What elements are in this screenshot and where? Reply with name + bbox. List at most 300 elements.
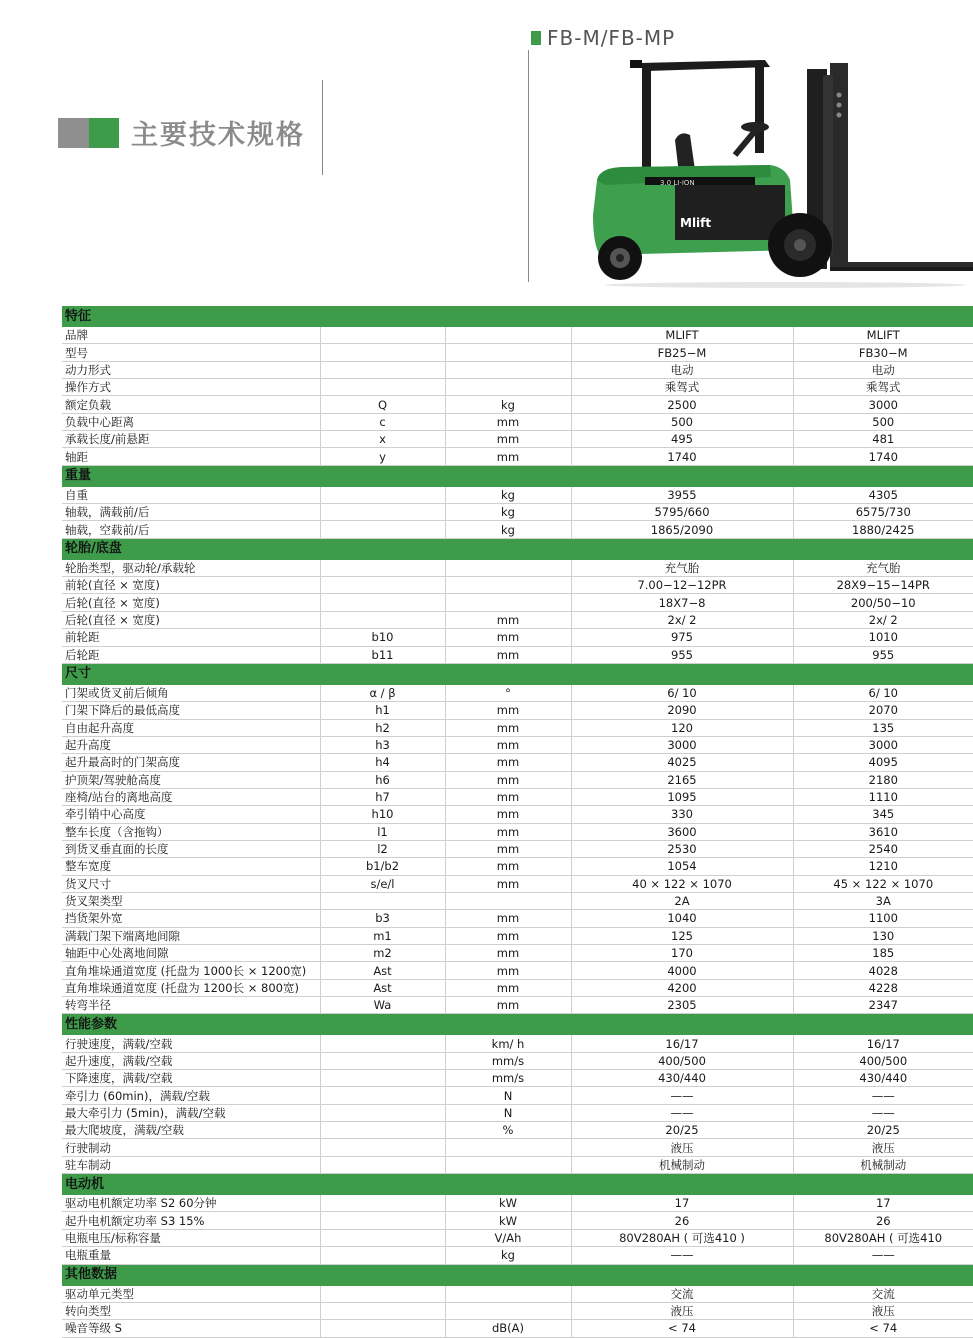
spec-value-fb30: 4228 <box>793 979 973 996</box>
spec-symbol <box>320 594 445 611</box>
spec-unit: mm <box>445 962 571 979</box>
table-row <box>62 754 973 771</box>
spec-value-fb30: 液压 <box>793 1302 973 1319</box>
spec-symbol: c <box>320 413 445 430</box>
spec-value-fb25: 80V280AH ( 可选410 ) <box>571 1229 793 1246</box>
spec-value-fb25: 4000 <box>571 962 793 979</box>
spec-unit: kg <box>445 521 571 538</box>
spec-unit: mm <box>445 719 571 736</box>
spec-unit: mm <box>445 629 571 646</box>
spec-name: 货叉尺寸 <box>62 875 320 892</box>
spec-name: 座椅/站台的离地高度 <box>62 788 320 805</box>
spec-value-fb25: 4025 <box>571 754 793 771</box>
spec-name: 起升速度，满载/空载 <box>62 1052 320 1069</box>
table-row <box>62 344 973 361</box>
spec-name: 自由起升高度 <box>62 719 320 736</box>
spec-value-fb25: 2A <box>571 892 793 909</box>
spec-unit: km/ h <box>445 1035 571 1052</box>
spec-name: 满载门架下端离地间隙 <box>62 927 320 944</box>
section-title: 尺寸 <box>62 663 973 685</box>
spec-symbol <box>320 1087 445 1104</box>
spec-unit: mm <box>445 979 571 996</box>
spec-name: 起升高度 <box>62 736 320 753</box>
spec-unit <box>445 1139 571 1156</box>
spec-unit <box>445 577 571 594</box>
spec-name: 门架下降后的最低高度 <box>62 702 320 719</box>
spec-symbol: h10 <box>320 806 445 823</box>
spec-unit <box>445 1156 571 1173</box>
spec-name: 驱动单元类型 <box>62 1286 320 1303</box>
spec-symbol <box>320 1070 445 1087</box>
spec-value-fb25: 1095 <box>571 788 793 805</box>
spec-unit: dB(A) <box>445 1320 571 1337</box>
spec-value-fb25: —— <box>571 1247 793 1264</box>
spec-value-fb30: 电动 <box>793 361 973 378</box>
spec-name: 型号 <box>62 344 320 361</box>
spec-value-fb25: 2500 <box>571 396 793 413</box>
spec-symbol: l1 <box>320 823 445 840</box>
spec-value-fb25: 1040 <box>571 910 793 927</box>
spec-unit: mm <box>445 788 571 805</box>
spec-value-fb25: 330 <box>571 806 793 823</box>
spec-unit: kg <box>445 504 571 521</box>
spec-name: 后轮(直径 × 宽度) <box>62 611 320 628</box>
table-row <box>62 788 973 805</box>
divider-line <box>528 50 529 282</box>
spec-unit: mm <box>445 413 571 430</box>
spec-unit: ° <box>445 685 571 702</box>
spec-name: 整车长度（含拖钩） <box>62 823 320 840</box>
spec-symbol: Q <box>320 396 445 413</box>
spec-value-fb30: 4095 <box>793 754 973 771</box>
spec-value-fb25: 3955 <box>571 487 793 504</box>
spec-unit <box>445 379 571 396</box>
spec-unit: mm <box>445 997 571 1014</box>
spec-name: 负载中心距离 <box>62 413 320 430</box>
spec-unit: mm <box>445 754 571 771</box>
spec-value-fb25: 18X7−8 <box>571 594 793 611</box>
spec-unit: mm <box>445 945 571 962</box>
spec-name: 起升最高时的门架高度 <box>62 754 320 771</box>
spec-name: 动力形式 <box>62 361 320 378</box>
table-row <box>62 560 973 577</box>
spec-symbol <box>320 1052 445 1069</box>
spec-symbol <box>320 892 445 909</box>
spec-symbol: Wa <box>320 997 445 1014</box>
spec-unit <box>445 594 571 611</box>
spec-value-fb30: 4305 <box>793 487 973 504</box>
title-green-square <box>89 118 119 148</box>
table-row <box>62 962 973 979</box>
spec-unit: mm <box>445 875 571 892</box>
spec-name: 转弯半径 <box>62 997 320 1014</box>
spec-value-fb30: 3000 <box>793 736 973 753</box>
spec-symbol <box>320 504 445 521</box>
spec-name: 货叉架类型 <box>62 892 320 909</box>
spec-value-fb25: 125 <box>571 927 793 944</box>
table-row <box>62 1286 973 1303</box>
spec-symbol <box>320 1139 445 1156</box>
spec-value-fb25: 3000 <box>571 736 793 753</box>
spec-unit <box>445 344 571 361</box>
table-row <box>62 611 973 628</box>
spec-symbol: h7 <box>320 788 445 805</box>
table-row <box>62 1320 973 1337</box>
table-row <box>62 910 973 927</box>
spec-value-fb25: 20/25 <box>571 1122 793 1139</box>
spec-name: 额定负载 <box>62 396 320 413</box>
table-row <box>62 1104 973 1121</box>
spec-value-fb30: 955 <box>793 646 973 663</box>
spec-value-fb30: MLIFT <box>793 327 973 344</box>
spec-value-fb25: 交流 <box>571 1286 793 1303</box>
spec-value-fb30: 135 <box>793 719 973 736</box>
spec-name: 门架或货叉前后倾角 <box>62 685 320 702</box>
spec-value-fb30: 26 <box>793 1212 973 1229</box>
section-header <box>62 663 973 685</box>
table-row <box>62 487 973 504</box>
spec-symbol: m2 <box>320 945 445 962</box>
spec-value-fb30: 液压 <box>793 1139 973 1156</box>
spec-name: 品牌 <box>62 327 320 344</box>
table-row <box>62 1070 973 1087</box>
spec-value-fb30: 17 <box>793 1195 973 1212</box>
spec-value-fb25: 26 <box>571 1212 793 1229</box>
spec-value-fb25: 975 <box>571 629 793 646</box>
spec-value-fb30: 28X9−15−14PR <box>793 577 973 594</box>
spec-name: 转向类型 <box>62 1302 320 1319</box>
spec-unit: mm <box>445 431 571 448</box>
spec-symbol: b11 <box>320 646 445 663</box>
section-title: 电动机 <box>62 1174 973 1196</box>
table-row <box>62 1035 973 1052</box>
spec-value-fb30: 481 <box>793 431 973 448</box>
table-row <box>62 685 973 702</box>
spec-symbol <box>320 560 445 577</box>
spec-value-fb30: 430/440 <box>793 1070 973 1087</box>
section-title: 轮胎/底盘 <box>62 538 973 560</box>
spec-name: 承载长度/前悬距 <box>62 431 320 448</box>
spec-value-fb30: 500 <box>793 413 973 430</box>
spec-unit: mm <box>445 736 571 753</box>
spec-value-fb30: 6575/730 <box>793 504 973 521</box>
spec-symbol: b3 <box>320 910 445 927</box>
spec-value-fb25: FB25−M <box>571 344 793 361</box>
spec-symbol <box>320 1035 445 1052</box>
spec-symbol: Ast <box>320 962 445 979</box>
spec-symbol: l2 <box>320 840 445 857</box>
model-label-block <box>531 26 675 50</box>
spec-name: 轴距中心处离地间隙 <box>62 945 320 962</box>
spec-name: 直角堆垛通道宽度 (托盘为 1200长 × 800宽) <box>62 979 320 996</box>
spec-value-fb25: 5795/660 <box>571 504 793 521</box>
spec-name: 最大牵引力 (5min)，满载/空载 <box>62 1104 320 1121</box>
spec-name: 行驶速度，满载/空载 <box>62 1035 320 1052</box>
spec-value-fb25: 2530 <box>571 840 793 857</box>
spec-value-fb25: 4200 <box>571 979 793 996</box>
table-row <box>62 521 973 538</box>
spec-symbol: h6 <box>320 771 445 788</box>
spec-value-fb30: 80V280AH ( 可选410 <box>793 1229 973 1246</box>
spec-name: 后轮(直径 × 宽度) <box>62 594 320 611</box>
table-row <box>62 1195 973 1212</box>
spec-value-fb30: 1880/2425 <box>793 521 973 538</box>
spec-value-fb30: 2x/ 2 <box>793 611 973 628</box>
spec-value-fb25: 6/ 10 <box>571 685 793 702</box>
spec-unit: mm <box>445 858 571 875</box>
spec-unit: mm <box>445 771 571 788</box>
spec-value-fb30: 345 <box>793 806 973 823</box>
spec-value-fb30: 185 <box>793 945 973 962</box>
spec-symbol <box>320 1247 445 1264</box>
spec-unit <box>445 327 571 344</box>
spec-value-fb30: 2540 <box>793 840 973 857</box>
spec-value-fb30: 交流 <box>793 1286 973 1303</box>
spec-value-fb25: 170 <box>571 945 793 962</box>
spec-name: 到货叉垂直面的长度 <box>62 840 320 857</box>
spec-value-fb30: FB30−M <box>793 344 973 361</box>
table-row <box>62 997 973 1014</box>
spec-name: 行驶制动 <box>62 1139 320 1156</box>
table-row <box>62 875 973 892</box>
spec-unit: kW <box>445 1212 571 1229</box>
spec-value-fb25: 955 <box>571 646 793 663</box>
section-header <box>62 1174 973 1196</box>
spec-symbol <box>320 1212 445 1229</box>
section-header <box>62 1264 973 1286</box>
spec-value-fb25: 2305 <box>571 997 793 1014</box>
spec-unit: kg <box>445 396 571 413</box>
spec-symbol <box>320 344 445 361</box>
table-row <box>62 646 973 663</box>
section-title: 其他数据 <box>62 1264 973 1286</box>
spec-name: 起升电机额定功率 S3 15% <box>62 1212 320 1229</box>
model-green-square <box>531 31 541 45</box>
spec-symbol <box>320 487 445 504</box>
table-row <box>62 413 973 430</box>
spec-value-fb25: 430/440 <box>571 1070 793 1087</box>
spec-symbol: y <box>320 448 445 465</box>
section-title-block <box>58 113 305 152</box>
spec-value-fb30: 1010 <box>793 629 973 646</box>
section-header <box>62 1014 973 1036</box>
table-row <box>62 736 973 753</box>
spec-value-fb30: 2070 <box>793 702 973 719</box>
table-row <box>62 945 973 962</box>
spec-name: 牵引力 (60min)，满载/空载 <box>62 1087 320 1104</box>
spec-value-fb25: 乘驾式 <box>571 379 793 396</box>
spec-unit: mm <box>445 840 571 857</box>
spec-name: 驻车制动 <box>62 1156 320 1173</box>
spec-unit <box>445 560 571 577</box>
spec-symbol <box>320 1286 445 1303</box>
spec-unit: N <box>445 1087 571 1104</box>
spec-name: 护顶架/驾驶舱高度 <box>62 771 320 788</box>
spec-name: 挡货架外宽 <box>62 910 320 927</box>
section-title: 重量 <box>62 465 973 487</box>
spec-value-fb30: 45 × 122 × 1070 <box>793 875 973 892</box>
spec-name: 轴载，满载前/后 <box>62 504 320 521</box>
section-title: 特征 <box>62 306 973 327</box>
truck-logo: Mlift <box>680 216 712 230</box>
spec-unit: mm <box>445 823 571 840</box>
spec-unit: mm/s <box>445 1070 571 1087</box>
spec-value-fb25: 2x/ 2 <box>571 611 793 628</box>
spec-unit: % <box>445 1122 571 1139</box>
spec-name: 直角堆垛通道宽度 (托盘为 1000长 × 1200宽) <box>62 962 320 979</box>
spec-symbol: x <box>320 431 445 448</box>
spec-symbol <box>320 1302 445 1319</box>
spec-unit: mm <box>445 702 571 719</box>
spec-name: 后轮距 <box>62 646 320 663</box>
spec-symbol <box>320 1229 445 1246</box>
spec-symbol <box>320 577 445 594</box>
spec-value-fb25: < 74 <box>571 1320 793 1337</box>
table-row <box>62 719 973 736</box>
table-row <box>62 431 973 448</box>
spec-value-fb30: 3000 <box>793 396 973 413</box>
table-row <box>62 1087 973 1104</box>
spec-symbol <box>320 1156 445 1173</box>
forklift-image <box>585 55 973 290</box>
spec-value-fb30: 充气胎 <box>793 560 973 577</box>
spec-value-fb30: 20/25 <box>793 1122 973 1139</box>
spec-name: 前轮(直径 × 宽度) <box>62 577 320 594</box>
spec-name: 电瓶重量 <box>62 1247 320 1264</box>
table-row <box>62 396 973 413</box>
spec-symbol: b1/b2 <box>320 858 445 875</box>
title-gray-square <box>58 118 89 148</box>
spec-value-fb30: 200/50−10 <box>793 594 973 611</box>
spec-value-fb25: 电动 <box>571 361 793 378</box>
spec-value-fb25: 液压 <box>571 1139 793 1156</box>
spec-unit: mm/s <box>445 1052 571 1069</box>
spec-value-fb30: 2347 <box>793 997 973 1014</box>
spec-unit <box>445 1286 571 1303</box>
spec-name: 牵引销中心高度 <box>62 806 320 823</box>
spec-value-fb30: 2180 <box>793 771 973 788</box>
spec-value-fb30: 4028 <box>793 962 973 979</box>
table-row <box>62 594 973 611</box>
spec-symbol: Ast <box>320 979 445 996</box>
section-title: 性能参数 <box>62 1014 973 1036</box>
spec-value-fb25: 机械制动 <box>571 1156 793 1173</box>
spec-symbol: m1 <box>320 927 445 944</box>
spec-symbol: h4 <box>320 754 445 771</box>
spec-name: 下降速度，满载/空载 <box>62 1070 320 1087</box>
spec-symbol <box>320 611 445 628</box>
table-row <box>62 702 973 719</box>
spec-value-fb30: 3610 <box>793 823 973 840</box>
spec-value-fb25: 17 <box>571 1195 793 1212</box>
spec-symbol: α / β <box>320 685 445 702</box>
spec-name: 操作方式 <box>62 379 320 396</box>
model-name: FB-M/FB-MP <box>547 26 676 50</box>
spec-value-fb25: 1740 <box>571 448 793 465</box>
spec-value-fb25: 400/500 <box>571 1052 793 1069</box>
spec-symbol <box>320 327 445 344</box>
table-row <box>62 379 973 396</box>
spec-symbol: h3 <box>320 736 445 753</box>
spec-name: 电瓶电压/标称容量 <box>62 1229 320 1246</box>
table-row <box>62 1212 973 1229</box>
spec-value-fb30: —— <box>793 1104 973 1121</box>
spec-unit: mm <box>445 927 571 944</box>
spec-unit: mm <box>445 910 571 927</box>
spec-symbol: h2 <box>320 719 445 736</box>
page-header <box>0 0 973 300</box>
table-row <box>62 1052 973 1069</box>
table-row <box>62 979 973 996</box>
table-row <box>62 1229 973 1246</box>
table-row <box>62 577 973 594</box>
spec-value-fb25: 500 <box>571 413 793 430</box>
spec-value-fb25: 2090 <box>571 702 793 719</box>
spec-value-fb25: 7.00−12−12PR <box>571 577 793 594</box>
spec-unit <box>445 1302 571 1319</box>
spec-value-fb30: 3A <box>793 892 973 909</box>
spec-value-fb25: MLIFT <box>571 327 793 344</box>
table-row <box>62 1156 973 1173</box>
section-header <box>62 306 973 327</box>
table-row <box>62 1247 973 1264</box>
spec-name: 轴载，空载前/后 <box>62 521 320 538</box>
spec-value-fb30: —— <box>793 1247 973 1264</box>
spec-unit: kg <box>445 487 571 504</box>
spec-symbol <box>320 1195 445 1212</box>
spec-value-fb25: —— <box>571 1104 793 1121</box>
section-header <box>62 465 973 487</box>
spec-unit: mm <box>445 611 571 628</box>
spec-unit: V/Ah <box>445 1229 571 1246</box>
spec-unit: kW <box>445 1195 571 1212</box>
spec-symbol <box>320 1122 445 1139</box>
spec-value-fb30: 6/ 10 <box>793 685 973 702</box>
truck-decal: 3.0 LI-ION <box>660 179 695 187</box>
spec-value-fb30: 机械制动 <box>793 1156 973 1173</box>
spec-symbol: h1 <box>320 702 445 719</box>
table-row <box>62 823 973 840</box>
spec-value-fb30: 1100 <box>793 910 973 927</box>
spec-unit: kg <box>445 1247 571 1264</box>
spec-value-fb25: —— <box>571 1087 793 1104</box>
spec-name: 自重 <box>62 487 320 504</box>
table-row <box>62 327 973 344</box>
table-row <box>62 1139 973 1156</box>
spec-symbol <box>320 521 445 538</box>
spec-unit: mm <box>445 448 571 465</box>
spec-symbol <box>320 1104 445 1121</box>
spec-value-fb25: 16/17 <box>571 1035 793 1052</box>
spec-value-fb30: —— <box>793 1087 973 1104</box>
spec-unit: mm <box>445 806 571 823</box>
page-title: 主要技术规格 <box>131 120 305 151</box>
spec-name: 前轮距 <box>62 629 320 646</box>
spec-value-fb30: < 74 <box>793 1320 973 1337</box>
spec-value-fb25: 3600 <box>571 823 793 840</box>
spec-value-fb25: 液压 <box>571 1302 793 1319</box>
spec-name: 最大爬坡度，满载/空载 <box>62 1122 320 1139</box>
spec-value-fb30: 1740 <box>793 448 973 465</box>
spec-value-fb25: 120 <box>571 719 793 736</box>
divider-line <box>322 80 323 175</box>
spec-symbol <box>320 379 445 396</box>
table-row <box>62 504 973 521</box>
spec-value-fb30: 1210 <box>793 858 973 875</box>
spec-value-fb30: 130 <box>793 927 973 944</box>
spec-unit <box>445 361 571 378</box>
table-row <box>62 1122 973 1139</box>
